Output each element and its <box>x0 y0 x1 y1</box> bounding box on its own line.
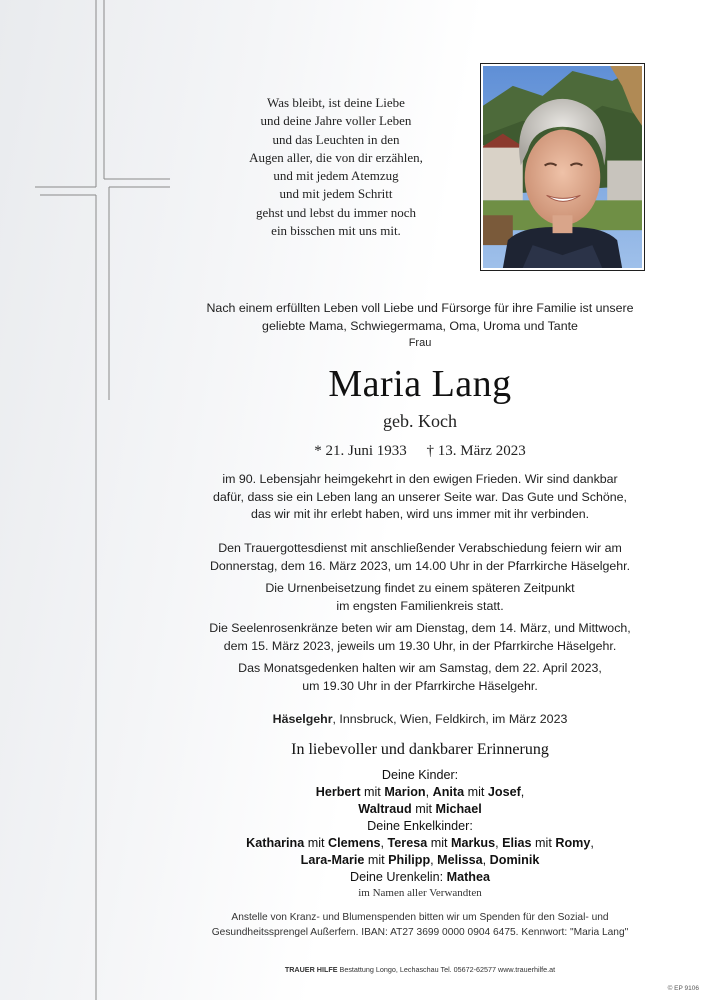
text-line: Das Monatsgedenken halten wir am Samstag, dem 22. April 2023, <box>238 661 602 675</box>
family-member-name: Waltraud <box>358 802 412 816</box>
connector-text: mit <box>364 853 389 867</box>
connector-text: , <box>590 836 594 850</box>
great-grandchild-name: Mathea <box>446 870 490 884</box>
connector-text: , <box>495 836 503 850</box>
life-dates <box>180 441 660 461</box>
poem-line: und deine Jahre voller Leben <box>260 113 412 129</box>
poem-line: gehst und lebst du immer noch <box>256 204 416 220</box>
donation-note <box>180 911 660 940</box>
paragraph-3 <box>180 580 660 615</box>
deceased-name: Maria Lang <box>328 363 512 405</box>
children-row <box>180 784 660 801</box>
text-line: Donnerstag, dem 16. März 2023, um 14.00 Uhr in der Pfarrkirche Häselgehr. <box>209 558 631 573</box>
connector-text: mit <box>427 836 452 850</box>
connector-text: , <box>425 785 433 799</box>
connector-text: mit <box>304 836 329 850</box>
birth-date: * 21. Juni 1933 <box>314 443 407 459</box>
family-member-name: Philipp <box>388 853 431 867</box>
great-grandchild-row <box>180 869 660 886</box>
connector-text: , <box>520 785 525 799</box>
text-line: Anstelle von Kranz- und Blumenspenden bitten wir um Spenden für den Sozial- und <box>231 912 609 923</box>
connector-text: , <box>380 836 388 850</box>
footer-text: Bestattung Longo, Lechaschau Tel. 05672-62577 www.trauerhilfe.at <box>337 965 556 974</box>
family-member-name: Romy <box>555 836 591 850</box>
poem-line: und das Leuchten in den <box>272 131 400 147</box>
portrait-photo-frame <box>480 63 645 271</box>
poem <box>222 94 450 240</box>
connector-text: mit <box>411 802 436 816</box>
text-line: um 19.30 Uhr in der Pfarrkirche Häselgehr. <box>302 678 538 693</box>
document-code: © EP 9106 <box>667 985 699 992</box>
text-line: Gesundheitssprengel Außerfern. IBAN: AT27 3699 0000 0904 6475. Kennwort: "Maria Lang" <box>211 926 629 938</box>
family-member-name: Herbert <box>315 785 361 799</box>
family-member-name: Anita <box>432 785 465 799</box>
intro-line: geliebte Mama, Schwiegermama, Oma, Uroma und Tante <box>262 318 578 333</box>
poem-line: und mit jedem Atemzug <box>273 168 399 184</box>
family-member-name: Elias <box>502 836 532 850</box>
paragraph-1 <box>180 471 660 524</box>
place-rest: , Innsbruck, Wien, Feldkirch, im März 2023 <box>332 712 568 726</box>
family-member-name: Clemens <box>328 836 381 850</box>
intro-line: Nach einem erfüllten Leben voll Liebe und Fürsorge für ihre Familie ist unsere <box>206 301 634 315</box>
family-member-name: Teresa <box>387 836 428 850</box>
connector-text: mit <box>531 836 556 850</box>
family-member-name: Michael <box>435 802 482 816</box>
portrait-photo <box>483 66 642 268</box>
connector-text: mit <box>360 785 385 799</box>
family-member-name: Markus <box>451 836 496 850</box>
paragraph-2 <box>180 540 660 575</box>
grandchildren-row <box>180 835 660 852</box>
family-member-name: Dominik <box>489 853 540 867</box>
children-label: Deine Kinder: <box>381 768 459 782</box>
text-line: Den Trauergottesdienst mit anschließender Verabschiedung feiern wir am <box>218 541 622 555</box>
great-grandchild-label: Deine Urenkelin: <box>350 870 447 884</box>
grandchildren-row <box>180 852 660 869</box>
family-list <box>180 767 660 900</box>
family-member-name: Lara-Marie <box>300 853 365 867</box>
family-member-name: Melissa <box>437 853 483 867</box>
memory-heading: In liebevoller und dankbarer Erinnerung <box>291 741 549 758</box>
grandchildren-label: Deine Enkelkinder: <box>367 819 473 833</box>
poem-line: Was bleibt, ist deine Liebe <box>267 95 405 110</box>
text-line: das wir mit ihr erlebt haben, wird uns immer mit ihr verbinden. <box>250 507 590 522</box>
family-member-name: Josef <box>487 785 521 799</box>
paragraph-5 <box>180 660 660 695</box>
intro <box>180 300 660 351</box>
place-bold: Häselgehr <box>272 712 333 726</box>
death-date: † 13. März 2023 <box>426 443 526 459</box>
poem-line: und mit jedem Schritt <box>279 186 393 202</box>
children-row <box>180 801 660 818</box>
footer-brand: TRAUER HILFE <box>284 965 338 974</box>
connector-text: , <box>482 853 490 867</box>
footer <box>180 965 660 975</box>
text-line: Die Seelenrosenkränze beten wir am Dienstag, dem 14. März, und Mittwoch, <box>209 621 631 635</box>
text-line: im 90. Lebensjahr heimgekehrt in den ewigen Frieden. Wir sind dankbar <box>222 472 618 486</box>
connector-text: mit <box>464 785 488 799</box>
birth-name: geb. Koch <box>383 411 457 431</box>
paragraph-4 <box>180 620 660 655</box>
text-line: im engsten Familienkreis statt. <box>336 598 504 613</box>
family-member-name: Marion <box>384 785 426 799</box>
connector-text: , <box>430 853 438 867</box>
family-member-name: Katharina <box>246 836 305 850</box>
poem-line: Augen aller, die von dir erzählen, <box>249 149 423 165</box>
text-line: dafür, dass sie ein Leben lang an unserer Seite war. Das Gute und Schöne, <box>213 489 627 504</box>
text-line: Die Urnenbeisetzung findet zu einem späteren Zeitpunkt <box>265 581 575 595</box>
place-date <box>180 711 660 729</box>
poem-line: ein bisschen mit uns mit. <box>271 223 401 239</box>
text-line: dem 15. März 2023, jeweils um 19.30 Uhr, in der Pfarrkirche Häselgehr. <box>223 638 617 653</box>
relatives-line: im Namen aller Verwandten <box>358 887 482 899</box>
title-label: Frau <box>408 337 432 350</box>
